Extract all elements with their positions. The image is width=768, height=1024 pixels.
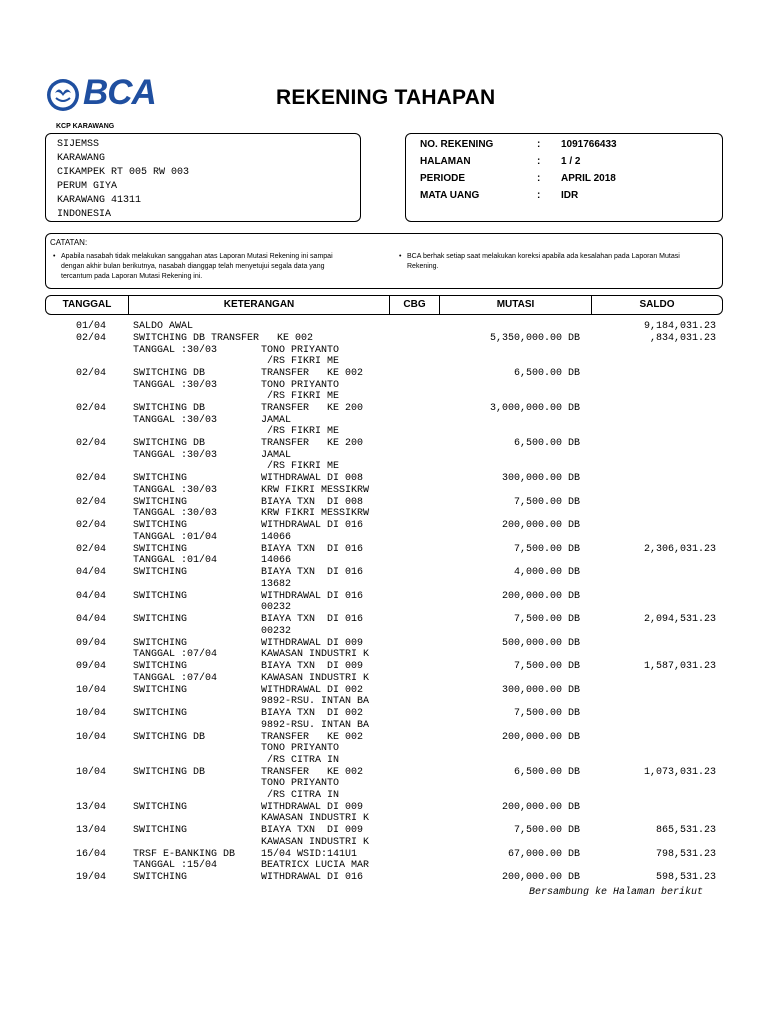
- row-description-detail: TRANSFER KE 002: [261, 766, 364, 778]
- continued-note: Bersambung ke Halaman berikut: [529, 887, 704, 898]
- note-bullet: •: [399, 253, 402, 260]
- row-description-detail: /RS CITRA IN: [261, 789, 340, 801]
- row-description: TRSF E-BANKING DB: [133, 848, 236, 860]
- row-description: SWITCHING: [133, 708, 188, 719]
- row-mutasi: 67,000.00 DB: [507, 848, 580, 860]
- bca-emblem-icon: [45, 77, 81, 113]
- row-date: 02/04: [76, 473, 107, 484]
- account-field-colon: :: [537, 190, 541, 201]
- row-description: TANGGAL :07/04: [133, 649, 218, 660]
- row-description-detail: 14066: [261, 555, 292, 566]
- row-description-detail: WITHDRAWAL DI 008: [261, 473, 364, 484]
- row-description-detail: TRANSFER KE 002: [261, 368, 364, 379]
- note-line: BCA berhak setiap saat melakukan koreksi apabila ada kesalahan pada Laporan Mutasi: [407, 253, 680, 260]
- row-description-detail: TONO PRIYANTO: [261, 379, 340, 391]
- row-description-detail: /RS FIKRI ME: [261, 356, 340, 367]
- row-description: SWITCHING: [133, 473, 188, 484]
- row-saldo: 865,531.23: [655, 825, 716, 836]
- row-description-detail: /RS CITRA IN: [261, 754, 340, 766]
- row-saldo: 798,531.23: [655, 848, 716, 860]
- row-description-detail: JAMAL: [261, 414, 292, 426]
- row-description-detail: BIAYA TXN DI 016: [261, 567, 364, 578]
- row-date: 02/04: [76, 403, 107, 414]
- account-field-colon: :: [537, 139, 541, 150]
- account-info-box: [405, 133, 723, 222]
- row-saldo: 1,073,031.23: [643, 766, 716, 778]
- row-mutasi: 200,000.00 DB: [501, 872, 580, 883]
- row-date: 02/04: [76, 520, 107, 531]
- row-description-detail: BIAYA TXN DI 008: [261, 496, 364, 508]
- row-description-detail: BIAYA TXN DI 009: [261, 825, 364, 836]
- row-description-detail: TONO PRIYANTO: [261, 344, 340, 356]
- row-description-detail: WITHDRAWAL DI 009: [261, 637, 364, 649]
- header-mutasi: MUTASI: [496, 299, 535, 310]
- row-mutasi: 200,000.00 DB: [501, 590, 580, 602]
- account-field-colon: :: [537, 156, 541, 167]
- row-description: TANGGAL :01/04: [133, 555, 218, 566]
- row-description-detail: KRW FIKRI MESSIKRW: [261, 484, 370, 496]
- row-description-detail: WITHDRAWAL DI 002: [261, 684, 364, 696]
- row-description-detail: TRANSFER KE 200: [261, 438, 364, 449]
- row-description: TANGGAL :15/04: [133, 860, 218, 871]
- row-date: 10/04: [76, 684, 107, 696]
- row-mutasi: 5,350,000.00 DB: [489, 333, 580, 344]
- account-field-value: 1 / 2: [561, 156, 581, 167]
- note-line: Rekening.: [407, 263, 439, 270]
- row-saldo: ,834,031.23: [649, 333, 716, 344]
- row-mutasi: 4,000.00 DB: [513, 567, 580, 578]
- notes-title: CATATAN:: [50, 238, 88, 247]
- row-saldo: 9,184,031.23: [643, 321, 716, 332]
- row-description: SWITCHING: [133, 543, 188, 555]
- row-mutasi: 7,500.00 DB: [513, 825, 580, 836]
- row-description-detail: 00232: [261, 625, 292, 637]
- row-mutasi: 6,500.00 DB: [513, 368, 580, 379]
- account-field-value: IDR: [561, 190, 579, 201]
- row-date: 13/04: [76, 801, 107, 813]
- notes-box: [45, 233, 723, 289]
- account-field-label: HALAMAN: [420, 156, 471, 167]
- page-title: REKENING TAHAPAN: [276, 86, 496, 109]
- note-line: tercantum pada Laporan Mutasi Rekening ini.: [61, 273, 203, 280]
- row-description: SWITCHING DB: [133, 368, 206, 379]
- header-saldo: SALDO: [639, 299, 675, 310]
- address-line: SIJEMSS: [57, 139, 100, 150]
- row-date: 04/04: [76, 567, 107, 578]
- row-description: SWITCHING DB: [133, 438, 206, 449]
- row-description: TANGGAL :30/03: [133, 484, 218, 496]
- row-description-detail: 13682: [261, 578, 292, 590]
- row-description-detail: WITHDRAWAL DI 016: [261, 520, 364, 531]
- row-description: TANGGAL :30/03: [133, 414, 218, 426]
- address-line: INDONESIA: [57, 209, 112, 220]
- row-description: TANGGAL :30/03: [133, 379, 218, 391]
- row-date: 02/04: [76, 368, 107, 379]
- row-description: TANGGAL :30/03: [133, 449, 218, 461]
- row-description-detail: KRW FIKRI MESSIKRW: [261, 508, 370, 519]
- bca-logo: [45, 73, 160, 113]
- row-date: 10/04: [76, 731, 107, 743]
- address-line: CIKAMPEK RT 005 RW 003: [57, 167, 190, 178]
- account-field-label: NO. REKENING: [420, 139, 494, 150]
- address-line: KARAWANG: [57, 153, 106, 164]
- account-field-value: 1091766433: [561, 139, 617, 150]
- row-mutasi: 6,500.00 DB: [513, 438, 580, 449]
- row-date: 02/04: [76, 543, 107, 555]
- row-date: 01/04: [76, 321, 107, 332]
- row-description-detail: 14066: [261, 531, 292, 543]
- row-mutasi: 200,000.00 DB: [501, 801, 580, 813]
- row-mutasi: 200,000.00 DB: [501, 731, 580, 743]
- row-description-detail: 9892-RSU. INTAN BA: [261, 696, 370, 707]
- row-description-detail: 15/04 WSID:141U1: [261, 848, 358, 860]
- row-date: 04/04: [76, 590, 107, 602]
- account-field-value: APRIL 2018: [561, 173, 616, 184]
- account-field-colon: :: [537, 173, 541, 184]
- row-date: 02/04: [76, 496, 107, 508]
- row-date: 13/04: [76, 825, 107, 836]
- row-description-detail: KAWASAN INDUSTRI K: [261, 649, 370, 660]
- row-mutasi: 7,500.00 DB: [513, 661, 580, 672]
- row-description-detail: 00232: [261, 602, 292, 613]
- row-description-detail: WITHDRAWAL DI 016: [261, 590, 364, 602]
- row-mutasi: 7,500.00 DB: [513, 543, 580, 555]
- row-description: SWITCHING: [133, 590, 188, 602]
- row-description-detail: TRANSFER KE 002: [261, 731, 364, 743]
- row-description: TANGGAL :07/04: [133, 672, 218, 684]
- row-description: SALDO AWAL: [133, 321, 194, 332]
- row-mutasi: 7,500.00 DB: [513, 708, 580, 719]
- account-field-label: MATA UANG: [420, 190, 480, 201]
- row-description: SWITCHING: [133, 825, 188, 836]
- row-description-detail: WITHDRAWAL DI 016: [261, 872, 364, 883]
- row-saldo: 598,531.23: [655, 872, 716, 883]
- row-date: 10/04: [76, 766, 107, 778]
- row-mutasi: 3,000,000.00 DB: [489, 403, 580, 414]
- row-description: TANGGAL :01/04: [133, 531, 218, 543]
- row-saldo: 1,587,031.23: [643, 661, 716, 672]
- row-date: 02/04: [76, 438, 107, 449]
- row-description: SWITCHING: [133, 637, 188, 649]
- row-description-detail: TRANSFER KE 200: [261, 403, 364, 414]
- row-description-detail: KAWASAN INDUSTRI K: [261, 836, 370, 848]
- row-description-detail: KAWASAN INDUSTRI K: [261, 672, 370, 684]
- row-description: TANGGAL :30/03: [133, 508, 218, 519]
- note-line: dengan akhir bulan berikutnya, nasabah dianggap telah menyetujui segala data yang: [61, 263, 325, 270]
- header-tanggal: TANGGAL: [62, 299, 112, 310]
- row-description-detail: /RS FIKRI ME: [261, 461, 340, 472]
- row-saldo: 2,306,031.23: [643, 543, 716, 555]
- row-mutasi: 500,000.00 DB: [501, 637, 580, 649]
- row-description-detail: BIAYA TXN DI 016: [261, 614, 364, 625]
- row-description: SWITCHING DB: [133, 766, 206, 778]
- row-description-detail: /RS FIKRI ME: [261, 391, 340, 402]
- row-mutasi: 6,500.00 DB: [513, 766, 580, 778]
- row-date: 02/04: [76, 333, 107, 344]
- row-mutasi: 200,000.00 DB: [501, 520, 580, 531]
- row-description-detail: TONO PRIYANTO: [261, 743, 340, 754]
- row-description-detail: /RS FIKRI ME: [261, 426, 340, 437]
- row-description-detail: 9892-RSU. INTAN BA: [261, 719, 370, 731]
- row-description: TANGGAL :30/03: [133, 344, 218, 356]
- row-mutasi: 300,000.00 DB: [501, 473, 580, 484]
- note-line: Apabila nasabah tidak melakukan sanggahan atas Laporan Mutasi Rekening ini sampai: [61, 253, 333, 260]
- row-description: SWITCHING: [133, 684, 188, 696]
- row-description-detail: KAWASAN INDUSTRI K: [261, 813, 370, 824]
- row-saldo: 2,094,531.23: [643, 614, 716, 625]
- row-description: SWITCHING: [133, 614, 188, 625]
- row-description-detail: TONO PRIYANTO: [261, 778, 340, 789]
- row-description-detail: BIAYA TXN DI 002: [261, 708, 364, 719]
- address-line: KARAWANG 41311: [57, 195, 142, 206]
- table-header: [45, 295, 723, 315]
- row-description: SWITCHING DB TRANSFER KE 002: [133, 333, 314, 344]
- row-date: 04/04: [76, 614, 107, 625]
- row-description-detail: BIAYA TXN DI 016: [261, 543, 364, 555]
- row-date: 19/04: [76, 872, 107, 883]
- row-mutasi: 7,500.00 DB: [513, 614, 580, 625]
- row-description: SWITCHING: [133, 567, 188, 578]
- row-mutasi: 7,500.00 DB: [513, 496, 580, 508]
- branch-name: KCP KARAWANG: [56, 123, 115, 130]
- row-date: 16/04: [76, 848, 107, 860]
- account-field-label: PERIODE: [420, 173, 466, 184]
- row-description: SWITCHING: [133, 801, 188, 813]
- row-description-detail: BIAYA TXN DI 009: [261, 661, 364, 672]
- row-description: SWITCHING DB: [133, 731, 206, 743]
- row-description: SWITCHING: [133, 496, 188, 508]
- row-description-detail: BEATRICX LUCIA MAR: [261, 860, 370, 871]
- row-date: 09/04: [76, 637, 107, 649]
- address-line: PERUM GIYA: [57, 181, 118, 192]
- header-cbg: CBG: [403, 299, 426, 310]
- row-description: SWITCHING: [133, 872, 188, 883]
- row-date: 09/04: [76, 661, 107, 672]
- row-description: SWITCHING: [133, 661, 188, 672]
- row-description-detail: JAMAL: [261, 449, 292, 461]
- row-mutasi: 300,000.00 DB: [501, 684, 580, 696]
- row-date: 10/04: [76, 708, 107, 719]
- row-description: SWITCHING DB: [133, 403, 206, 414]
- note-bullet: •: [53, 253, 56, 260]
- row-description-detail: WITHDRAWAL DI 009: [261, 801, 364, 813]
- bank-name: BCA: [83, 73, 156, 112]
- customer-address-box: [45, 133, 361, 222]
- header-keterangan: KETERANGAN: [223, 299, 295, 310]
- row-description: SWITCHING: [133, 520, 188, 531]
